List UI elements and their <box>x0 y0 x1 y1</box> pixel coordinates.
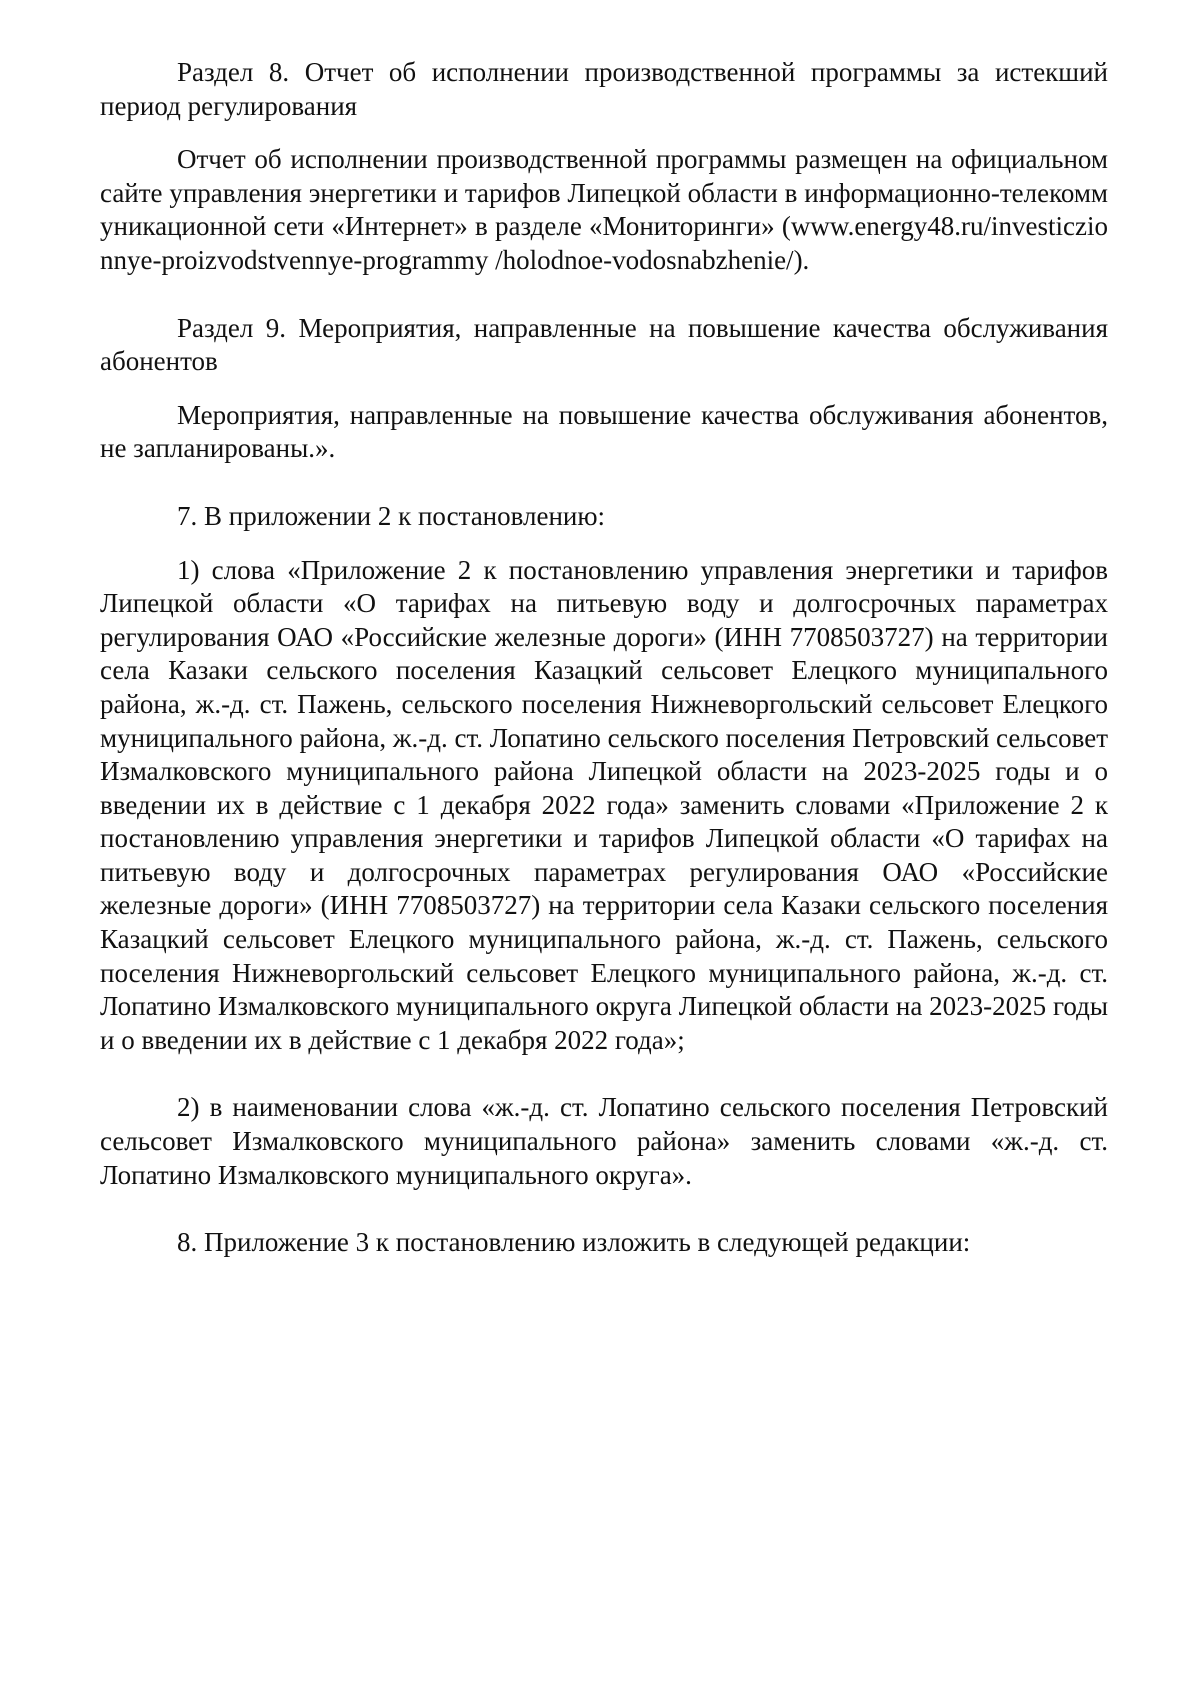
section8-text: Отчет об исполнении производственной программы размещен на официальном сайте управления энергетики и тарифов Липецкой области в информационно-телекоммуникационной сети «Интернет» в разделе «Мониторинги» (www.energy48.ru/investiczionnye-proizvodstvennye-programmy /holodnoe-vodosnabzhenie/). <box>100 144 1108 275</box>
section9-heading: Раздел 9. Мероприятия, направленные на повышение качества обслуживания абонентов <box>100 312 1108 377</box>
item8-heading: 8. Приложение 3 к постановлению изложить в следующей редакции: <box>177 1227 971 1258</box>
document-body <box>100 56 1108 1260</box>
section8-heading: Раздел 8. Отчет об исполнении производственной программы за истекший период регулирования <box>100 57 1108 121</box>
item7-subitem-1: 1) слова «Приложение 2 к постановлению управления энергетики и тарифов Липецкой области «О тарифах на питьевую воду и долгосрочных параметрах регулирования ОАО «Российские железные дороги» (ИНН 7708503727) на территории села Казаки сельского поселения Казацкий сельсовет Елецкого муниципального района, ж.-д. ст. Пажень, сельского поселения Нижневоргольский сельсовет Елецкого муниципального района, ж.-д. ст. Лопатино сельского поселения Петровский сельсовет Измалковского муниципального района Липецкой области на 2023-2025 годы и о введении их в действие с 1 декабря 2022 года» заменить словами «Приложение 2 к постановлению управления энергетики и тарифов Липецкой области «О тарифах на питьевую воду и долгосрочных параметрах регулирования ОАО «Российские железные дороги» (ИНН 7708503727) на территории села Казаки сельского поселения Казацкий сельсовет Елецкого муниципального района, ж.-д. ст. Пажень, сельского поселения Нижневоргольский сельсовет Елецкого муниципального района, ж.-д. ст. Лопатино Измалковского муниципального округа Липецкой области на 2023-2025 годы и о введении их в действие с 1 декабря 2022 года»; <box>100 554 1108 1055</box>
section9-text: Мероприятия, направленные на повышение качества обслуживания абонентов, не запланированы.». <box>100 399 1108 464</box>
item7-subitem-2: 2) в наименовании слова «ж.-д. ст. Лопатино сельского поселения Петровский сельсовет Измалковского муниципального района» заменить словами «ж.-д. ст. Лопатино Измалковского муниципального округа». <box>100 1092 1108 1190</box>
item7-heading: 7. В приложении 2 к постановлению: <box>177 500 606 531</box>
